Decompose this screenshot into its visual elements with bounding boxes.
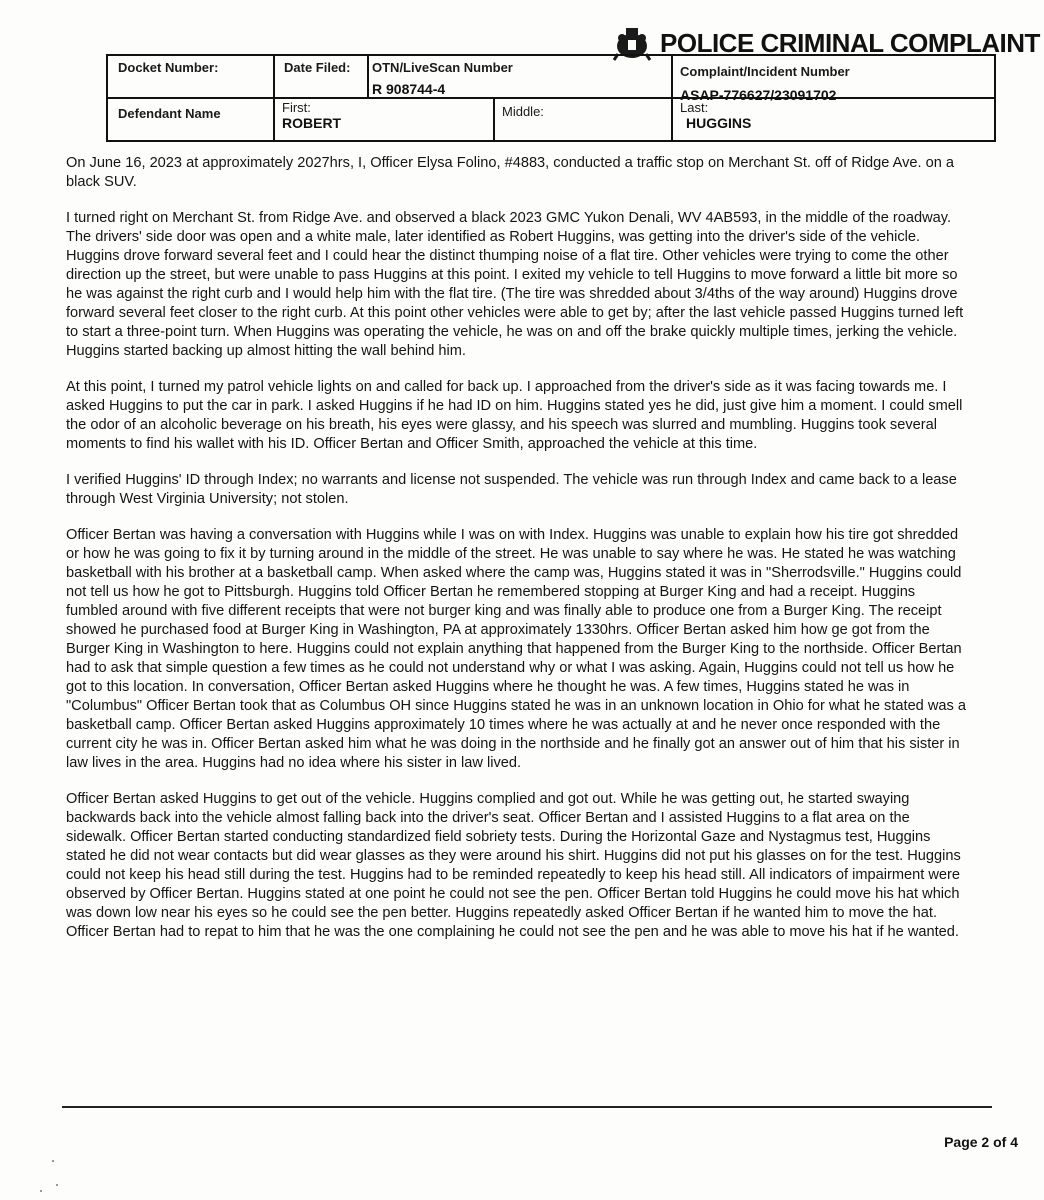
page-number: Page 2 of 4 (944, 1134, 1018, 1150)
scan-speck (52, 1160, 54, 1162)
last-name-field (680, 100, 980, 131)
first-name-label: First: (282, 100, 311, 115)
last-name-value: HUGGINS (686, 115, 752, 131)
footer-divider (62, 1106, 992, 1108)
first-name-value: ROBERT (282, 115, 342, 131)
narrative-paragraph: At this point, I turned my patrol vehicle lights on and called for back up. I approached from the driver's side as it was facing towards me. I asked Huggins to put the car in park. I asked Huggins if he had ID on him. Huggins stated yes he did, just give him a moment. I could smell the odor of an alcoholic beverage on his breath, his eyes were glassy, and his speech was slurred and mumbling. Huggins took several moments to find his wallet with his ID. Officer Bertan and Officer Smith, approached the vehicle at this time. (66, 379, 963, 452)
narrative-paragraph: Officer Bertan was having a conversation with Huggins while I was on with Index. Huggins was unable to explain how his tire got shredded or how he was going to fix it by turning around in the middle of the street. He was unable to say where he was. He stated he was watching basketball with his brother at a basketball camp. When asked where the camp was, Huggins stated it was in "Sherrodsville." Huggins could not tell us how he got to Pittsburgh. Huggins told Officer Bertan he remembered stopping at Burger King and had a receipt. Huggins fumbled around with five different receipts that were not burger king and was finally able to produce one from a Burger King. The receipt showed he purchased food at Burger King in Washington, PA at approximately 1330hrs. Officer Bertan asked him how ge got from the Burger King in Washington to here. Huggins could not explain anything that happened from the Burger King to the northside. Officer Bertan had to ask that simple question a few times as he could not understand why or what I was asking. Again, Huggins could not tell us how he got to this location. In conversation, Officer Bertan asked Huggins where he thought he was. A few times, Huggins stated he was in "Columbus" Officer Bertan took that as Columbus OH since Huggins stated he was in an unknown location in Ohio for what he stated was a basketball camp. Officer Bertan asked Huggins approximately 10 times where he was actually at and he never once responded with the current city he was in. Officer Bertan asked him what he was doing in the northside and he finally got an answer out of him that his sister in law lives in the area. Huggins had no idea where his sister in law lived. (66, 527, 966, 771)
docket-number-field: Docket Number: (118, 60, 219, 75)
scan-speck (40, 1190, 42, 1192)
otn-value: R 908744-4 (372, 81, 446, 97)
complaint-number-label: Complaint/Incident Number (680, 64, 850, 79)
otn-label: OTN/LiveScan Number (372, 60, 513, 75)
narrative-paragraph: I turned right on Merchant St. from Ridge Ave. and observed a black 2023 GMC Yukon Denali, WV 4AB593, in the middle of the roadway. The drivers' side door was open and a white male, later identified as Robert Huggins, was getting into the driver's side of the vehicle. Huggins drove forward several feet and I could hear the distinct thumping noise of a flat tire. Other vehicles were trying to come the other direction up the street, but were unable to pass Huggins at this point. I exited my vehicle to tell Huggins to move forward a little bit more so he was against the right curb and I would help him with the flat tire. (The tire was shredded about 3/4ths of the way around) Huggins drove forward several feet closer to the right curb. At this point other vehicles were able to get by; after the last vehicle passed Huggins turned left to start a three-point turn. When Huggins was operating the vehicle, he was on and off the brake quickly multiple times, jerking the vehicle. Huggins started backing up almost hitting the wall behind him. (66, 210, 964, 359)
last-name-label: Last: (680, 100, 709, 115)
document-title: POLICE CRIMINAL COMPLAINT (660, 27, 1040, 58)
scan-speck (56, 1184, 58, 1186)
complaint-number-value: ASAP-776627/23091702 (680, 87, 837, 103)
narrative-body (66, 154, 966, 959)
middle-name-field: Middle: (502, 104, 544, 119)
narrative-paragraph: I verified Huggins' ID through Index; no warrants and license not suspended. The vehicle was run through Index and came back to a lease through West Virginia University; not stolen. (66, 472, 957, 507)
narrative-paragraph: On June 16, 2023 at approximately 2027hrs, I, Officer Elysa Folino, #4883, conducted a traffic stop on Merchant St. off of Ridge Ave. on a black SUV. (66, 155, 955, 190)
defendant-name-label: Defendant Name (118, 106, 221, 121)
narrative-paragraph: Officer Bertan asked Huggins to get out of the vehicle. Huggins complied and got out. While he was getting out, he started swaying backwards back into the vehicle almost falling back into the driver's seat. Officer Bertan and I assisted Huggins to a flat area on the sidewalk. Officer Bertan started conducting standardized field sobriety tests. During the Horizontal Gaze and Nystagmus test, Huggins stated he did not wear contacts but did wear glasses as they were around his shirt. Huggins did not put his glasses on for the test. Huggins could not keep his head still during the test. Huggins had to be reminded repeatedly to keep his head still. All indicators of impairment were observed by Officer Bertan. Huggins stated at one point he could not see the pen. Officer Bertan told Huggins he could move his hat which was down low near his eyes so he could see the pen better. Huggins repeatedly asked Officer Bertan if he wanted him to move the hat. Officer Bertan had to repat to him that he was the one complaining he could not see the pen and he was able to move his hat if he wanted. (66, 791, 961, 940)
complaint-form-header (106, 54, 996, 142)
first-name-field (282, 100, 482, 131)
date-filed-field: Date Filed: (284, 60, 351, 75)
complaint-number-field (680, 64, 990, 103)
otn-field (372, 60, 662, 97)
